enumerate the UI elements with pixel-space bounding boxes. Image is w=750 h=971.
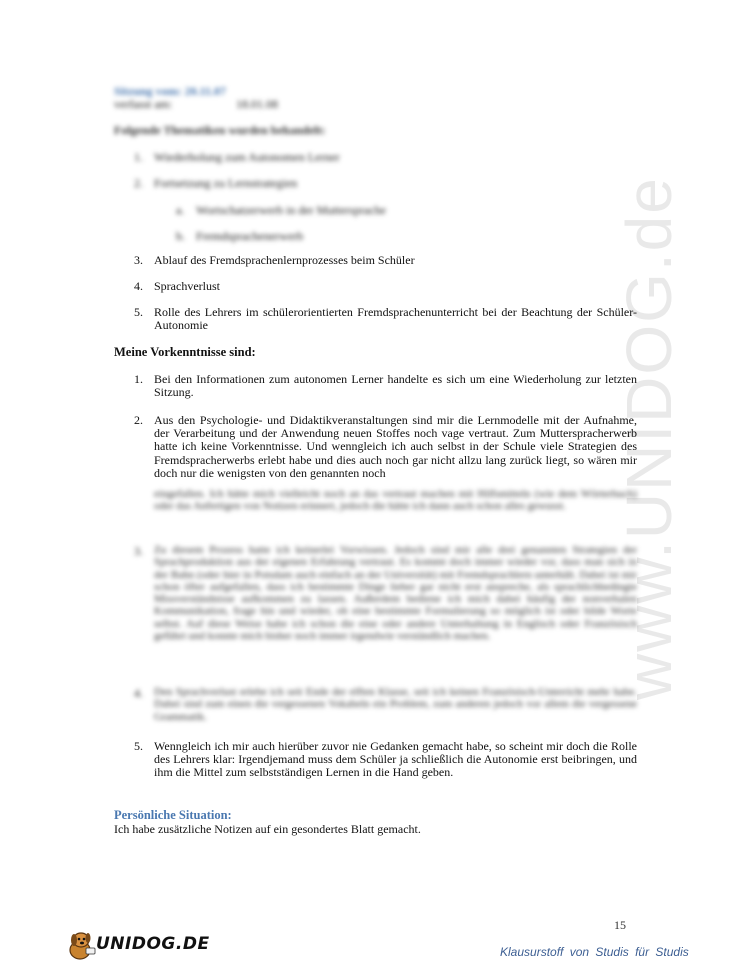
item-number: 1. <box>134 372 143 386</box>
topic-subitem <box>176 203 386 218</box>
footer-tagline: Klausurstoff von Studis für Studis <box>500 945 689 959</box>
topic-label: Wiederholung zum Autonomen Lerner <box>154 150 340 164</box>
topic-number: 5. <box>134 305 143 319</box>
prior-knowledge-item <box>134 740 637 782</box>
prior-knowledge-item <box>134 373 637 401</box>
prior-knowledge-title: Meine Vorkenntnisse sind: <box>114 345 256 359</box>
transcript-date-line <box>114 97 278 112</box>
topic-number: 2. <box>134 176 143 190</box>
topic-number: b. <box>176 229 185 243</box>
item-text: Wenngleich ich mir auch hierüber zuvor nie Gedanken gemacht habe, so scheint mir doch die Rolle des Lehrers klar: Irgendjemand muss dem Schüler ja schließlich die Autonomie erst beibringen, und ihm die Mittel zum selbstständigen Lernen in die Hand geben. <box>154 739 637 780</box>
item-number: 5. <box>134 739 143 753</box>
page-number: 15 <box>614 918 626 932</box>
topics-title: Folgende Thematiken wurden behandelt: <box>114 123 326 137</box>
item-number: 2. <box>134 413 143 427</box>
blurred-continuation: eingefallen. Ich hätte mich vielleicht noch an das vertraut machen mit Hilfsmitteln (wie dem Wörterbuch) oder das Anfertigen von Notizen erinnert, jedoch die hätte ich dann auch schon alles gewusst. <box>154 488 637 513</box>
item-number: 3. <box>134 544 143 558</box>
item-text: Aus den Psychologie- und Didaktikveranstaltungen sind mir die Lernmodelle mit der Aufnahme, der Verarbeitung und der Anwendung neuen Stoffes noch vage vertraut. Zum Mutterspracherwerb hatte ich keine Vorkenntnisse. Und wenngleich ich auch selbst in der Schule viele Strategien des Fremdspracherwerbs erlebt habe und dies auch noch gar nicht allzu lang zurück liegt, so wären mir doch nur die wenigsten von den genannten noch <box>154 413 637 480</box>
topic-label: Sprachverlust <box>154 279 220 293</box>
blurred-paragraph: Zu diesem Prozess hatte ich keinerlei Vorwissen. Jedoch sind mir alle drei genannten Strategien der Sprachproduktion aus der eigenen Erfahrung vertraut. Es kommt doch immer wieder vor, dass man sich in der Bahn (oder hier in Potsdam auch einfach an der Universität) mit Fremdsprachlern unterhält. Dabei ist mir schon öfter aufgefallen, dass ich bestimmte Dinge lieber gar nicht erst anspreche, als sprachlichbedingte Missverständnisse aufkommen zu lassen. Außerdem bediene ich mich dabei häufig der nonverbalen Kommunikation, frage hin und wieder, ob eine bestimmte Formulierung so möglich ist oder bilde Worte selbst. Auf diese Weise habe ich schon die eine oder andere Unterhaltung in Englisch oder Französisch geführt und konnte mich bisher noch immer irgendwie verständlich machen. <box>154 544 637 643</box>
topic-number: a. <box>176 203 185 217</box>
topic-item <box>134 306 637 334</box>
topic-number: 4. <box>134 279 143 293</box>
topic-label: Wortschatzerwerb in der Muttersprache <box>196 203 386 217</box>
topic-label: Rolle des Lehrers im schülerorientierten Fremdsprachenunterricht bei der Beachtung der Schüler-Autonomie <box>154 305 637 333</box>
session-date: Sitzung vom: 20.11.07 <box>114 84 227 98</box>
prior-knowledge-item <box>134 414 637 534</box>
topic-label: Ablauf des Fremdsprachenlernprozesses beim Schüler <box>154 253 415 267</box>
logo-text: UNIDOG.DE <box>96 934 210 954</box>
topic-item <box>134 176 297 191</box>
topic-item <box>134 254 637 268</box>
dog-mascot-icon <box>64 928 98 962</box>
topic-subitem <box>176 229 303 244</box>
personal-situation-text: Ich habe zusätzliche Notizen auf ein gesondertes Blatt gemacht. <box>114 822 421 836</box>
item-number: 4. <box>134 686 143 700</box>
topic-item <box>134 280 637 294</box>
topic-label: Fremdsprachenerwerb <box>196 229 304 243</box>
unidog-logo <box>64 928 210 962</box>
topic-label: Fortsetzung zu Lernstrategien <box>154 176 298 190</box>
topic-number: 1. <box>134 150 143 164</box>
blurred-paragraph: Den Sprachverlust erlebe ich seit Ende der elften Klasse, seit ich keinen Französisch-Unterricht mehr habe. Dabei sind zum einen die vergessenen Vokabeln ein Problem, zum anderen jedoch vor allem die vergessene Grammatik. <box>154 686 637 723</box>
topic-number: 3. <box>134 253 143 267</box>
watermark: www.UNIDOG.de <box>613 176 685 700</box>
transcript-date: 18.01.08 <box>236 97 278 111</box>
personal-situation-title: Persönliche Situation: <box>114 808 232 822</box>
transcript-label: verfasst am: <box>114 97 173 111</box>
item-text: Bei den Informationen zum autonomen Lerner handelte es sich um eine Wiederholung zur letzten Sitzung. <box>154 372 637 400</box>
topic-item <box>134 150 340 165</box>
